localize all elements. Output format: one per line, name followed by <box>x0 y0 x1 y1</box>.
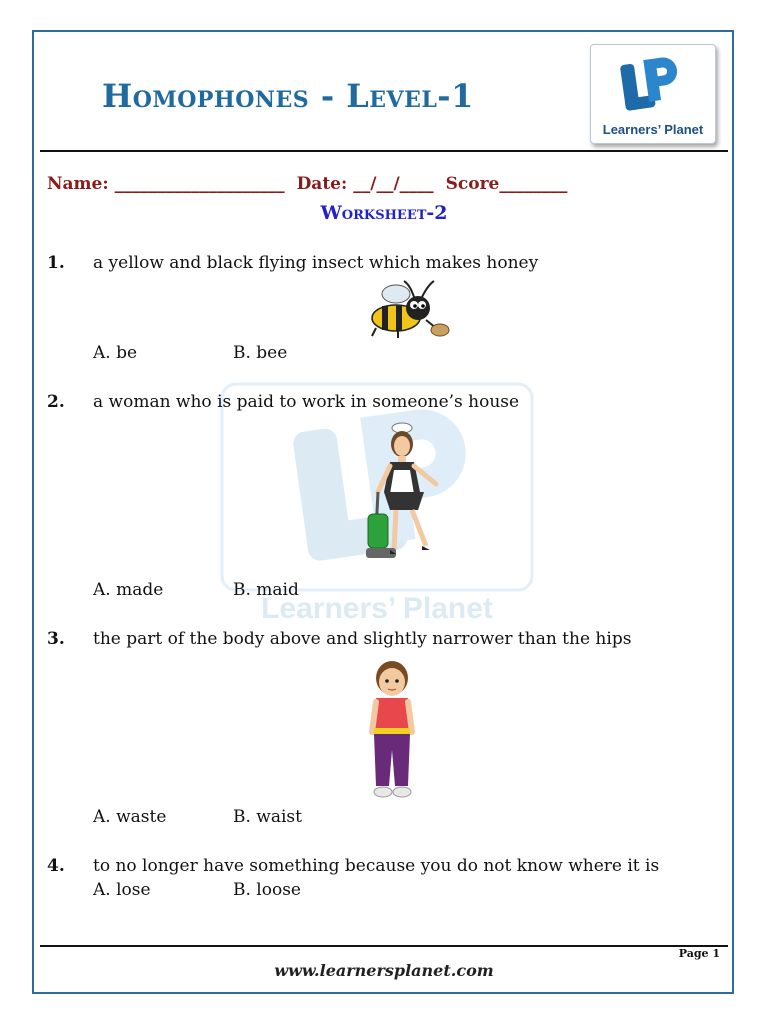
question-1-option-a[interactable]: A. be <box>93 343 138 363</box>
question-2-option-a[interactable]: A. made <box>93 580 164 600</box>
question-2-number: 2. <box>47 392 65 412</box>
question-1-option-b[interactable]: B. bee <box>233 343 288 363</box>
question-3-text: the part of the body above and slightly narrower than the hips <box>93 629 632 649</box>
score-label: Score <box>445 174 500 194</box>
watermark-text: Learners’ Planet <box>261 592 493 625</box>
website-link[interactable]: www.learnersplanet.com <box>274 961 494 980</box>
question-3-option-b[interactable]: B. waist <box>233 807 302 827</box>
worksheet-title: Worksheet-2 <box>320 202 448 224</box>
question-3-option-a[interactable]: A. waste <box>93 807 167 827</box>
maid-icon <box>362 420 450 570</box>
question-4-option-b[interactable]: B. loose <box>233 880 301 900</box>
question-4-option-a[interactable]: A. lose <box>93 880 151 900</box>
page-title: Homophones - Level-1 <box>102 77 474 115</box>
question-4-text: to no longer have something because you do not know where it is <box>93 856 660 876</box>
question-4-number: 4. <box>47 856 65 876</box>
lp-logo-icon <box>613 51 693 121</box>
name-label: Name: <box>47 174 109 194</box>
question-1-text: a yellow and black flying insect which makes honey <box>93 253 539 273</box>
question-1-number: 1. <box>47 253 65 273</box>
header-divider <box>40 150 728 152</box>
score-blank[interactable]: ________ <box>499 174 568 194</box>
name-blank[interactable]: ____________________ <box>114 174 285 194</box>
student-info-line <box>47 172 573 196</box>
page-number: Page 1 <box>678 947 720 960</box>
footer-divider <box>40 945 728 947</box>
bee-icon <box>368 276 452 342</box>
date-label: Date: <box>296 174 348 194</box>
question-2-text: a woman who is paid to work in someone’s house <box>93 392 520 412</box>
date-blank[interactable]: __/__/____ <box>353 174 434 194</box>
boy-measuring-waist-icon <box>360 658 424 802</box>
question-2-option-b[interactable]: B. maid <box>233 580 299 600</box>
learners-planet-logo <box>590 44 716 144</box>
question-3-number: 3. <box>47 629 65 649</box>
logo-text: Learners’ Planet <box>602 122 704 137</box>
